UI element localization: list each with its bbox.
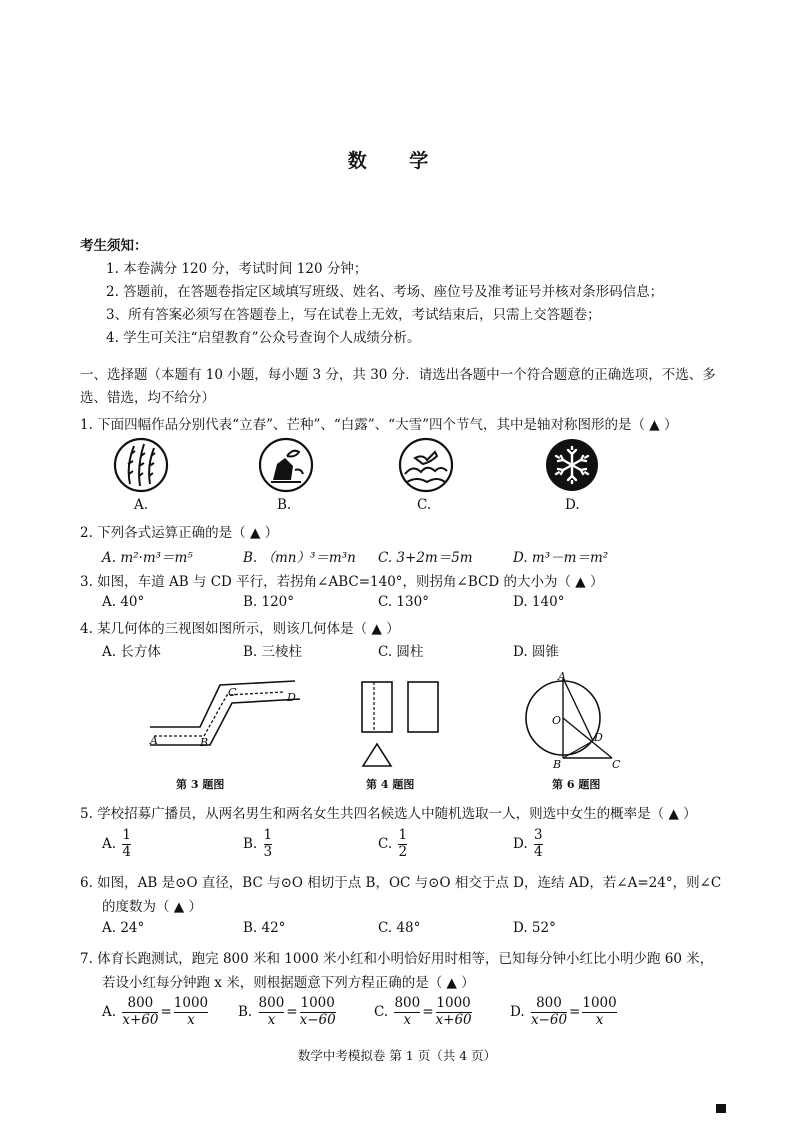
question-4-stem: 4. 某几何体的三视图如图所示，则该几何体是（ ▲ ）	[80, 621, 400, 637]
q1-label-c: C.	[417, 497, 432, 513]
numerator: 800	[536, 995, 562, 1011]
numerator: 1000	[582, 995, 617, 1011]
notice-item: 2. 答题前，在答题卷指定区域填写班级、姓名、考场、座位号及准考证号并核对条形码信息；	[106, 284, 664, 300]
q7-letter-c: C.	[374, 1004, 389, 1021]
fraction	[259, 996, 285, 1028]
figure-6-caption: 第 6 题图	[552, 778, 601, 791]
q2-option-b: B. （mn）³＝m³n	[243, 550, 356, 566]
q1-option-a-emblem	[112, 436, 170, 494]
page-title: 数 学	[347, 150, 447, 172]
q6-option-a: A. 24°	[102, 920, 145, 936]
q2-option-c: C. 3+2m＝5m	[378, 550, 473, 566]
fig6-label-o: O	[552, 714, 562, 727]
denominator: x	[187, 1011, 195, 1028]
fig6-label-d: D	[594, 731, 603, 744]
denominator: x	[595, 1011, 604, 1028]
numerator: 1	[398, 827, 408, 843]
question-1-stem: 1. 下面四幅作品分别代表“立春”、芒种”、“白露”、“大雪”四个节气，其中是轴对称图形的是（ ▲ ）	[80, 417, 678, 433]
corner-marker-square	[716, 1104, 726, 1113]
notice-heading: 考生须知：	[80, 238, 148, 254]
denominator: x−60	[530, 1011, 568, 1028]
equals-sign: =	[422, 1004, 434, 1021]
fraction	[394, 996, 420, 1028]
q7-letter-a: A.	[102, 1004, 117, 1021]
figure-3-road-diagram	[140, 675, 310, 755]
fig6-label-b: B	[553, 758, 562, 771]
q7-option-c	[374, 996, 474, 1028]
equals-sign: =	[286, 1004, 298, 1021]
fraction	[534, 828, 543, 860]
numerator: 3	[533, 827, 543, 843]
q3-option-a: A. 40°	[102, 594, 145, 610]
numerator: 1000	[436, 995, 471, 1011]
figure-6-circle-diagram	[524, 672, 634, 772]
q1-label-d: D.	[565, 497, 580, 513]
denominator: 4	[533, 843, 543, 860]
question-5-stem: 5. 学校招募广播员，从两名男生和两名女生共四名候选人中随机选取一人，则选中女生的概率是（ ▲ ）	[80, 806, 697, 822]
numerator: 1000	[300, 995, 335, 1011]
fig3-label-b: B	[200, 736, 209, 749]
q5-letter-a: A.	[102, 836, 117, 853]
denominator: 2	[398, 843, 408, 860]
fraction	[436, 996, 472, 1028]
q5-letter-b: B.	[243, 836, 258, 853]
question-7-stem-cont: 若设小红每分钟跑 x 米，则根据题意下列方程正确的是（ ▲ ）	[102, 975, 475, 991]
q6-option-d: D. 52°	[513, 920, 556, 936]
denominator: x+60	[435, 1011, 472, 1028]
equals-sign: =	[569, 1004, 581, 1021]
question-6-stem-cont: 的度数为（ ▲ ）	[102, 899, 202, 915]
q1-option-b-emblem	[257, 436, 315, 494]
q3-option-c: C. 130°	[378, 594, 429, 610]
notice-item: 3、所有答案必须写在答题卷上，写在试卷上无效，考试结束后，只需上交答题卷；	[106, 307, 601, 323]
numerator: 800	[394, 995, 421, 1011]
section-heading: 一、选择题（本题有 10 小题，每小题 3 分，共 30 分．请选出各题中一个符合题意的正确选项，不选、多	[80, 367, 716, 383]
question-6-stem: 6. 如图，AB 是⊙O 直径，BC 与⊙O 相切于点 B，OC 与⊙O 相交于点 D，连结 AD，若∠A=24°，则∠C	[80, 875, 722, 891]
denominator: x	[403, 1011, 412, 1028]
question-2-stem: 2. 下列各式运算正确的是（ ▲ ）	[80, 525, 279, 541]
fig3-label-d: D	[287, 691, 296, 704]
fraction	[531, 996, 567, 1028]
q5-option-b	[243, 828, 274, 860]
denominator: x−60	[299, 1011, 336, 1028]
page-footer: 数学中考模拟卷 第 1 页（共 4 页）	[297, 1048, 497, 1063]
numerator: 1	[263, 827, 273, 843]
q4-option-b: B. 三棱柱	[243, 644, 303, 660]
denominator: 4	[122, 843, 131, 860]
q3-option-b: B. 120°	[243, 594, 295, 610]
equals-sign: =	[160, 1004, 172, 1021]
fig6-label-a: A	[558, 670, 566, 683]
notice-item: 4. 学生可关注“启望教育”公众号查询个人成绩分析。	[106, 330, 421, 346]
fraction	[122, 828, 131, 860]
q2-option-a: A. m²·m³＝m⁵	[102, 550, 193, 566]
q1-label-b: B.	[277, 497, 292, 513]
fraction	[300, 996, 336, 1028]
fraction	[264, 828, 273, 860]
numerator: 800	[127, 995, 154, 1011]
q7-option-d	[510, 996, 619, 1028]
q7-option-b	[238, 996, 338, 1028]
q3-option-d: D. 140°	[513, 594, 565, 610]
q5-option-d	[513, 828, 545, 860]
fraction	[398, 828, 407, 860]
q2-option-d: D. m³－m＝m²	[513, 550, 609, 566]
q5-option-c	[378, 828, 409, 860]
q6-option-b: B. 42°	[243, 920, 286, 936]
q1-label-a: A.	[134, 497, 149, 513]
q7-option-a	[102, 996, 210, 1028]
notice-item: 1. 本卷满分 120 分，考试时间 120 分钟；	[106, 261, 368, 277]
question-3-stem: 3. 如图，车道 AB 与 CD 平行，若拐角∠ABC=140°，则拐角∠BCD 的大小为（ ▲ ）	[80, 574, 604, 590]
figure-4-caption: 第 4 题图	[366, 778, 415, 791]
fig3-label-c: C	[228, 686, 237, 699]
q4-option-d: D. 圆锥	[513, 644, 559, 660]
q5-option-a	[102, 828, 133, 860]
denominator: x	[267, 1011, 276, 1028]
numerator: 800	[258, 995, 285, 1011]
fraction	[174, 996, 208, 1028]
q4-option-c: C. 圆柱	[378, 644, 424, 660]
q7-letter-d: D.	[510, 1004, 525, 1021]
figure-3-caption: 第 3 题图	[176, 778, 225, 791]
fraction	[582, 996, 616, 1028]
fig3-label-a: A	[150, 734, 158, 747]
q1-option-c-emblem	[397, 436, 455, 494]
figure-4-three-views	[356, 680, 446, 770]
numerator: 1	[122, 827, 131, 843]
section-heading-cont: 选、错选，均不给分）	[80, 390, 215, 406]
fig6-label-c: C	[612, 758, 621, 771]
q4-option-a: A. 长方体	[102, 644, 161, 660]
question-7-stem: 7. 体育长跑测试，跑完 800 米和 1000 米小红和小明恰好用时相等，已知每分钟小红比小明少跑 60 米，	[80, 951, 714, 967]
numerator: 1000	[173, 995, 209, 1011]
q7-letter-b: B.	[238, 1004, 253, 1021]
fraction	[122, 996, 158, 1028]
denominator: 3	[263, 843, 273, 860]
q5-letter-c: C.	[378, 836, 393, 853]
q1-option-d-emblem	[543, 436, 601, 494]
q6-option-c: C. 48°	[378, 920, 421, 936]
q5-letter-d: D.	[513, 836, 528, 853]
denominator: x+60	[122, 1011, 159, 1028]
